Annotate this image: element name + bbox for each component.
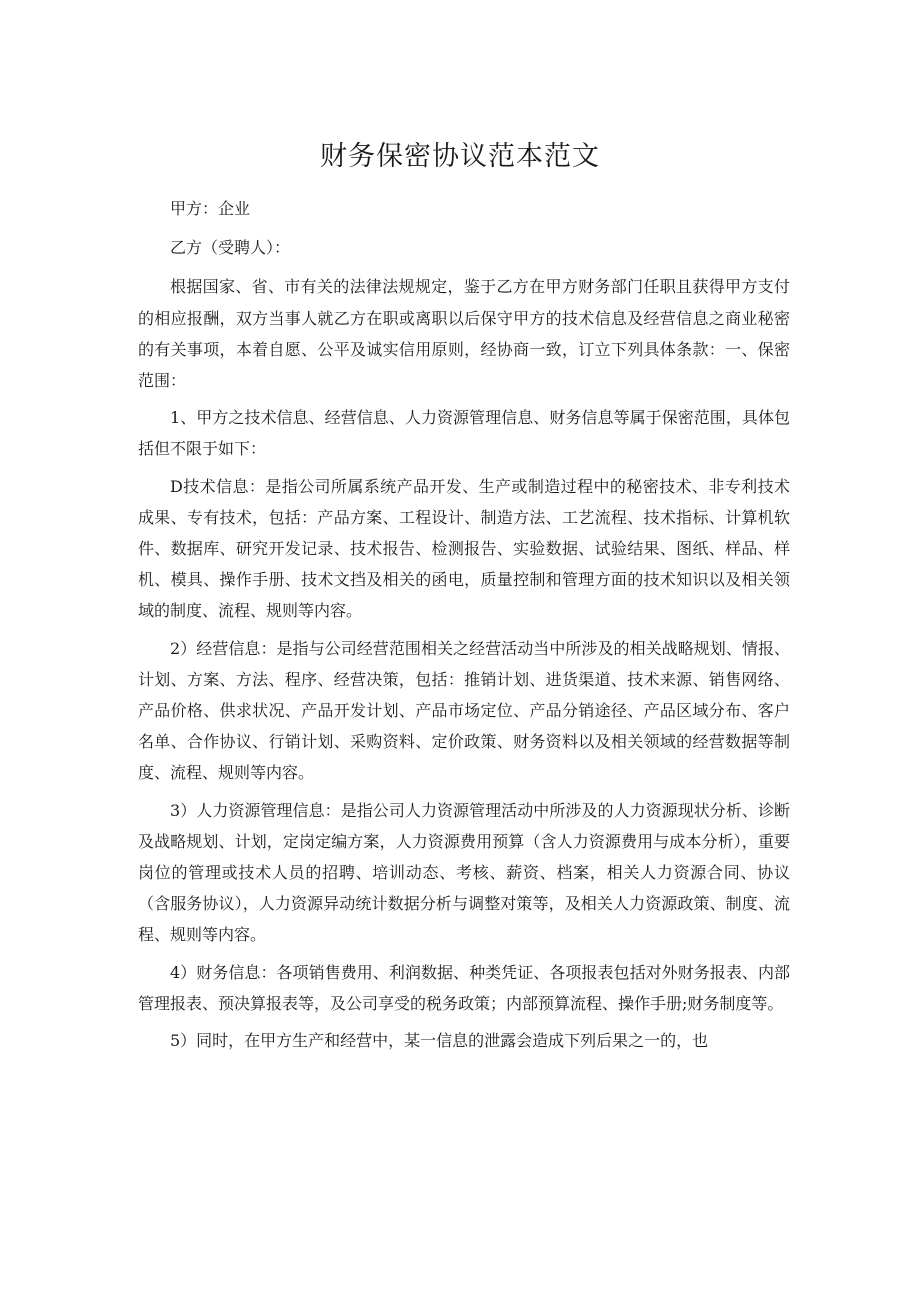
paragraph-other-info: 5）同时，在甲方生产和经营中，某一信息的泄露会造成下列后果之一的，也 <box>170 1031 709 1051</box>
party-b-line: 乙方（受聘人）： <box>170 238 291 258</box>
document-body <box>138 193 790 1062</box>
party-a-line: 甲方：企业 <box>170 199 251 218</box>
paragraph-clause-1: 1、甲方之技术信息、经营信息、人力资源管理信息、财务信息等属于保密范围，具体包括但不限于如下： <box>138 408 790 459</box>
paragraph-technical-info: D技术信息：是指公司所属系统产品开发、生产或制造过程中的秘密技术、非专利技术成果、专有技术，包括：产品方案、工程设计、制造方法、工艺流程、技术指标、计算机软件、数据库、研究开发记录、技术报告、检测报告、实验数据、试验结果、图纸、样品、样机、模具、操作手册、技术文挡及相关的函电，质量控制和管理方面的技术知识以及相关领域的制度、流程、规则等内容。 <box>138 476 790 621</box>
paragraph-preamble: 根据国家、省、市有关的法律法规规定，鉴于乙方在甲方财务部门任职且获得甲方支付的相应报酬，双方当事人就乙方在职或离职以后保守甲方的技术信息及经营信息之商业秘密的有关事项，本着自愿、公平及诚实信用原则，经协商一致，订立下列具体条款：一、保密范围： <box>138 277 790 391</box>
paragraph-financial-info: 4）财务信息：各项销售费用、利润数据、种类凭证、各项报表包括对外财务报表、内部管理报表、预决算报表等，及公司享受的税务政策；内部预算流程、操作手册;财务制度等。 <box>138 962 790 1013</box>
paragraph-hr-info: 3）人力资源管理信息：是指公司人力资源管理活动中所涉及的人力资源现状分析、诊断及战略规划、计划，定岗定编方案，人力资源费用预算（含人力资源费用与成本分析），重要岗位的管理或技术人员的招聘、培训动态、考核、薪资、档案，相关人力资源合同、协议（含服务协议），人力资源异动统计数据分析与调整对策等，及相关人力资源政策、制度、流程、规则等内容。 <box>138 800 790 945</box>
paragraph-business-info: 2）经营信息：是指与公司经营范围相关之经营活动当中所涉及的相关战略规划、情报、计划、方案、方法、程序、经营决策，包括：推销计划、进货渠道、技术来源、销售网络、产品价格、供求状况、产品开发计划、产品市场定位、产品分销途径、产品区域分布、客户名单、合作协议、行销计划、采购资料、定价政策、财务资料以及相关领域的经营数据等制度、流程、规则等内容。 <box>138 638 790 783</box>
document-title: 财务保密协议范本范文 <box>320 141 600 172</box>
